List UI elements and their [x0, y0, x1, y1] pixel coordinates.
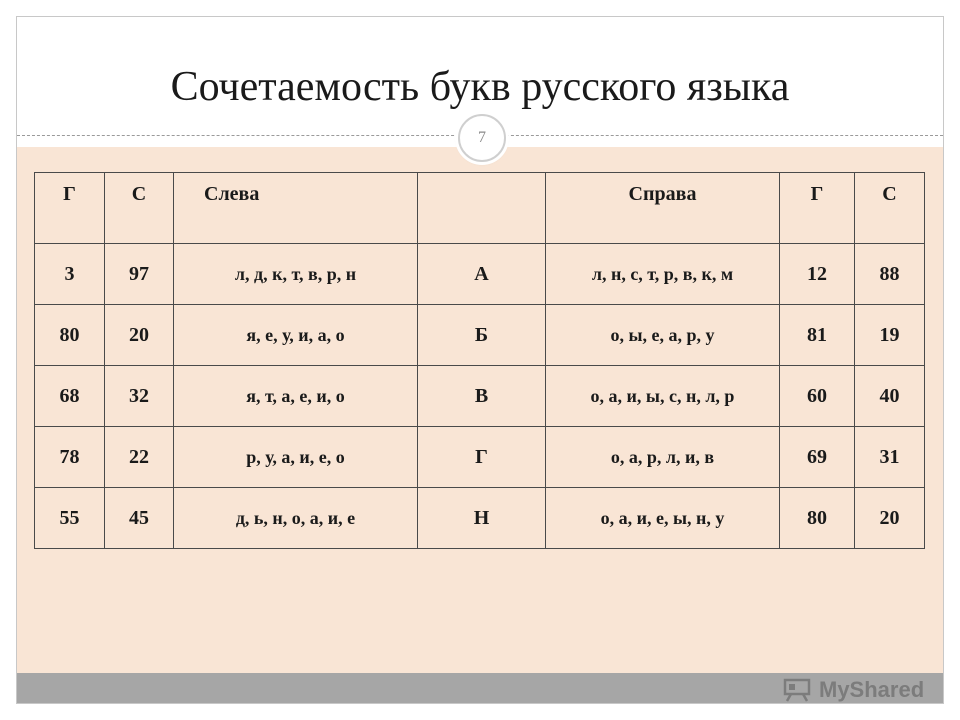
- header-cell: Слева: [174, 173, 418, 244]
- table-row: [35, 305, 925, 366]
- table-cell: 31: [855, 427, 925, 488]
- table-row: [35, 244, 925, 305]
- table-cell: 22: [105, 427, 174, 488]
- watermark: [783, 673, 924, 704]
- table-cell: 20: [855, 488, 925, 549]
- table-cell: Г: [418, 427, 546, 488]
- table-cell: 12: [780, 244, 855, 305]
- table-cell: А: [418, 244, 546, 305]
- header-cell: Г: [780, 173, 855, 244]
- table-cell: 40: [855, 366, 925, 427]
- table-cell: о, а, р, л, и, в: [546, 427, 780, 488]
- header-cell: [418, 173, 546, 244]
- table-cell: д, ь, н, о, а, и, е: [174, 488, 418, 549]
- table-cell: о, ы, е, а, р, у: [546, 305, 780, 366]
- table-cell: 19: [855, 305, 925, 366]
- table-row: [35, 427, 925, 488]
- table-cell: Н: [418, 488, 546, 549]
- table-cell: 88: [855, 244, 925, 305]
- table-cell: о, а, и, ы, с, н, л, р: [546, 366, 780, 427]
- table-cell: 97: [105, 244, 174, 305]
- table-cell: 80: [780, 488, 855, 549]
- table-cell: р, у, а, и, е, о: [174, 427, 418, 488]
- table-cell: 68: [35, 366, 105, 427]
- slide-title: Сочетаемость букв русского языка: [170, 64, 790, 110]
- table-cell: В: [418, 366, 546, 427]
- table-cell: 80: [35, 305, 105, 366]
- table-cell: 81: [780, 305, 855, 366]
- header-cell: Справа: [546, 173, 780, 244]
- table-cell: 45: [105, 488, 174, 549]
- page-number-badge: 7: [458, 114, 506, 162]
- table-cell: 78: [35, 427, 105, 488]
- table-row: [35, 488, 925, 549]
- table-cell: 32: [105, 366, 174, 427]
- header-cell: Г: [35, 173, 105, 244]
- table-cell: я, е, у, и, а, о: [174, 305, 418, 366]
- table-cell: 20: [105, 305, 174, 366]
- header-cell: С: [855, 173, 925, 244]
- table-cell: 55: [35, 488, 105, 549]
- table-row: [35, 366, 925, 427]
- table-cell: о, а, и, е, ы, н, у: [546, 488, 780, 549]
- table-cell: л, н, с, т, р, в, к, м: [546, 244, 780, 305]
- table-cell: л, д, к, т, в, р, н: [174, 244, 418, 305]
- table-cell: 60: [780, 366, 855, 427]
- watermark-text: MyShared: [819, 677, 925, 702]
- table-cell: 3: [35, 244, 105, 305]
- table-cell: Б: [418, 305, 546, 366]
- slide: [16, 16, 944, 704]
- table-cell: 69: [780, 427, 855, 488]
- letter-combination-table: [34, 172, 925, 549]
- presentation-board-icon: [783, 678, 813, 702]
- header-cell: С: [105, 173, 174, 244]
- table-header-row: [35, 173, 925, 244]
- table-cell: я, т, а, е, и, о: [174, 366, 418, 427]
